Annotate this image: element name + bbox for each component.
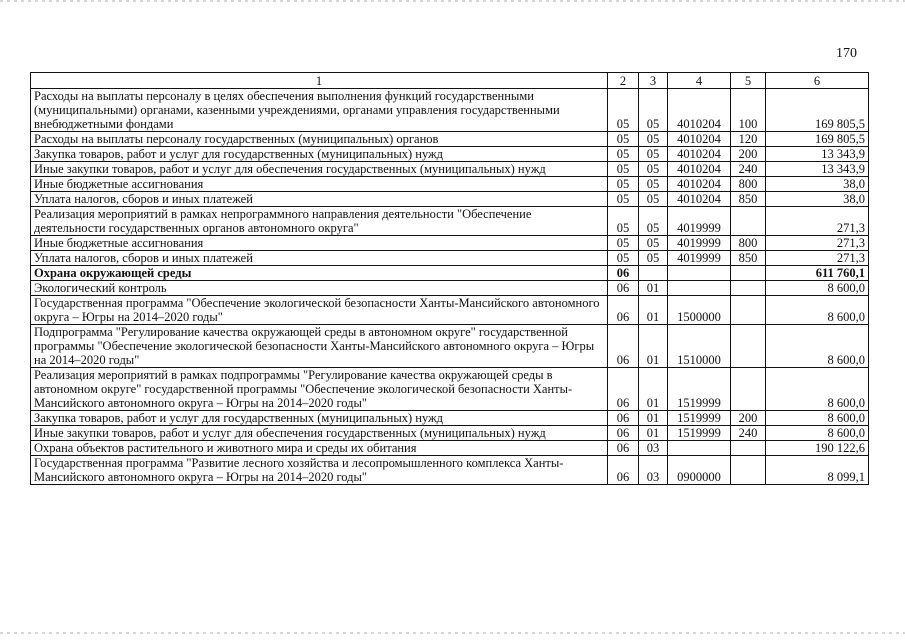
- cell-amount: 13 343,9: [766, 162, 869, 177]
- cell-subsection: 03: [639, 456, 668, 485]
- header-col-1: 1: [31, 73, 608, 89]
- cell-expense-type: 200: [731, 411, 766, 426]
- cell-amount: 8 600,0: [766, 296, 869, 325]
- cell-amount: 8 600,0: [766, 325, 869, 368]
- cell-name: Иные бюджетные ассигнования: [31, 236, 608, 251]
- cell-subsection: 01: [639, 325, 668, 368]
- cell-name: Экологический контроль: [31, 281, 608, 296]
- cell-name: Уплата налогов, сборов и иных платежей: [31, 192, 608, 207]
- cell-expense-type: 240: [731, 162, 766, 177]
- cell-section: 06: [608, 266, 639, 281]
- cell-section: 06: [608, 411, 639, 426]
- cell-section: 05: [608, 192, 639, 207]
- table-row: [31, 456, 869, 485]
- cell-section: 06: [608, 426, 639, 441]
- cell-name: Иные бюджетные ассигнования: [31, 177, 608, 192]
- table-row: [31, 162, 869, 177]
- cell-target-article: 4010204: [668, 162, 731, 177]
- cell-section: 06: [608, 368, 639, 411]
- cell-subsection: 01: [639, 368, 668, 411]
- table-row: [31, 325, 869, 368]
- cell-section: 06: [608, 441, 639, 456]
- cell-amount: 8 600,0: [766, 411, 869, 426]
- cell-subsection: 05: [639, 192, 668, 207]
- cell-subsection: 01: [639, 296, 668, 325]
- header-col-6: 6: [766, 73, 869, 89]
- cell-section: 06: [608, 281, 639, 296]
- cell-target-article: [668, 266, 731, 281]
- cell-subsection: 05: [639, 236, 668, 251]
- cell-expense-type: [731, 266, 766, 281]
- cell-expense-type: [731, 368, 766, 411]
- cell-subsection: 01: [639, 281, 668, 296]
- cell-target-article: 4019999: [668, 236, 731, 251]
- cell-section: 05: [608, 147, 639, 162]
- cell-subsection: 01: [639, 411, 668, 426]
- cell-section: 06: [608, 325, 639, 368]
- cell-subsection: 05: [639, 207, 668, 236]
- cell-name: Расходы на выплаты персоналу государственных (муниципальных) органов: [31, 132, 608, 147]
- cell-name: Охрана окружающей среды: [31, 266, 608, 281]
- cell-name: Иные закупки товаров, работ и услуг для обеспечения государственных (муниципальных) нужд: [31, 162, 608, 177]
- cell-expense-type: 850: [731, 192, 766, 207]
- cell-target-article: 1519999: [668, 426, 731, 441]
- cell-name: Реализация мероприятий в рамках подпрограммы "Регулирование качества окружающей среды в автономном округе" государственной программы "Обеспечение экологической безопасности Ханты-Мансийского автономного округа – Югры на 2014–2020 годы": [31, 368, 608, 411]
- table-row: [31, 207, 869, 236]
- cell-target-article: [668, 441, 731, 456]
- cell-section: 05: [608, 251, 639, 266]
- cell-section: 05: [608, 89, 639, 132]
- page-number: 170: [836, 46, 857, 61]
- cell-target-article: 4010204: [668, 147, 731, 162]
- cell-amount: 38,0: [766, 192, 869, 207]
- table-row: [31, 266, 869, 281]
- scan-edge-bottom: [0, 632, 905, 634]
- cell-amount: 271,3: [766, 236, 869, 251]
- cell-amount: 271,3: [766, 207, 869, 236]
- cell-expense-type: [731, 296, 766, 325]
- cell-amount: 13 343,9: [766, 147, 869, 162]
- table-row: [31, 281, 869, 296]
- cell-target-article: 4010204: [668, 192, 731, 207]
- cell-target-article: 4010204: [668, 89, 731, 132]
- cell-section: 05: [608, 162, 639, 177]
- table-row: [31, 441, 869, 456]
- cell-name: Государственная программа "Развитие лесного хозяйства и лесопромышленного комплекса Ханты-Мансийского автономного округа – Югры на 2014–2020 годы": [31, 456, 608, 485]
- cell-expense-type: [731, 441, 766, 456]
- cell-target-article: 0900000: [668, 456, 731, 485]
- header-col-3: 3: [639, 73, 668, 89]
- cell-amount: 8 600,0: [766, 281, 869, 296]
- cell-amount: 8 600,0: [766, 368, 869, 411]
- cell-section: 05: [608, 177, 639, 192]
- table-row: [31, 296, 869, 325]
- cell-name: Расходы на выплаты персоналу в целях обеспечения выполнения функций государственными (муниципальными) органами, казенными учреждениями, органами управления государственными внебюджетными фондами: [31, 89, 608, 132]
- cell-target-article: 4010204: [668, 132, 731, 147]
- cell-subsection: 05: [639, 162, 668, 177]
- cell-expense-type: 850: [731, 251, 766, 266]
- cell-name: Подпрограмма "Регулирование качества окружающей среды в автономном округе" государственной программы "Обеспечение экологической безопасности Ханты-Мансийского автономного округа – Югры на 2014–2020 годы": [31, 325, 608, 368]
- table-row: [31, 411, 869, 426]
- scan-edge-top: [0, 0, 905, 2]
- cell-expense-type: 240: [731, 426, 766, 441]
- budget-table-body: [31, 73, 869, 485]
- cell-name: Реализация мероприятий в рамках непрограммного направления деятельности "Обеспечение деятельности государственных органов автономного округа": [31, 207, 608, 236]
- table-row: [31, 177, 869, 192]
- cell-expense-type: 800: [731, 236, 766, 251]
- header-col-2: 2: [608, 73, 639, 89]
- header-col-4: 4: [668, 73, 731, 89]
- cell-amount: 190 122,6: [766, 441, 869, 456]
- cell-target-article: 1519999: [668, 411, 731, 426]
- cell-expense-type: [731, 325, 766, 368]
- table-row: [31, 368, 869, 411]
- cell-name: Закупка товаров, работ и услуг для государственных (муниципальных) нужд: [31, 147, 608, 162]
- cell-subsection: 05: [639, 251, 668, 266]
- cell-name: Уплата налогов, сборов и иных платежей: [31, 251, 608, 266]
- cell-amount: 169 805,5: [766, 132, 869, 147]
- cell-name: Закупка товаров, работ и услуг для государственных (муниципальных) нужд: [31, 411, 608, 426]
- cell-expense-type: 800: [731, 177, 766, 192]
- cell-subsection: 05: [639, 89, 668, 132]
- table-header-row: [31, 73, 869, 89]
- table-row: [31, 132, 869, 147]
- cell-target-article: 1500000: [668, 296, 731, 325]
- cell-target-article: 4019999: [668, 251, 731, 266]
- cell-target-article: 4019999: [668, 207, 731, 236]
- cell-amount: 38,0: [766, 177, 869, 192]
- cell-subsection: 05: [639, 147, 668, 162]
- cell-name: Государственная программа "Обеспечение экологической безопасности Ханты-Мансийского автономного округа – Югры на 2014–2020 годы": [31, 296, 608, 325]
- cell-expense-type: [731, 456, 766, 485]
- table-row: [31, 251, 869, 266]
- table-row: [31, 236, 869, 251]
- cell-amount: 169 805,5: [766, 89, 869, 132]
- cell-section: 06: [608, 456, 639, 485]
- cell-subsection: 01: [639, 426, 668, 441]
- cell-target-article: [668, 281, 731, 296]
- table-row: [31, 147, 869, 162]
- cell-name: Охрана объектов растительного и животного мира и среды их обитания: [31, 441, 608, 456]
- cell-target-article: 4010204: [668, 177, 731, 192]
- cell-expense-type: [731, 207, 766, 236]
- cell-target-article: 1519999: [668, 368, 731, 411]
- cell-section: 05: [608, 207, 639, 236]
- cell-subsection: [639, 266, 668, 281]
- cell-subsection: 05: [639, 132, 668, 147]
- cell-expense-type: [731, 281, 766, 296]
- table-row: [31, 192, 869, 207]
- cell-expense-type: 200: [731, 147, 766, 162]
- table-row: [31, 426, 869, 441]
- cell-section: 06: [608, 296, 639, 325]
- cell-subsection: 05: [639, 177, 668, 192]
- budget-table: [30, 72, 869, 485]
- cell-amount: 8 099,1: [766, 456, 869, 485]
- cell-section: 05: [608, 236, 639, 251]
- cell-name: Иные закупки товаров, работ и услуг для обеспечения государственных (муниципальных) нужд: [31, 426, 608, 441]
- cell-amount: 271,3: [766, 251, 869, 266]
- cell-section: 05: [608, 132, 639, 147]
- cell-expense-type: 120: [731, 132, 766, 147]
- cell-amount: 611 760,1: [766, 266, 869, 281]
- table-row: [31, 89, 869, 132]
- header-col-5: 5: [731, 73, 766, 89]
- cell-target-article: 1510000: [668, 325, 731, 368]
- cell-expense-type: 100: [731, 89, 766, 132]
- cell-subsection: 03: [639, 441, 668, 456]
- cell-amount: 8 600,0: [766, 426, 869, 441]
